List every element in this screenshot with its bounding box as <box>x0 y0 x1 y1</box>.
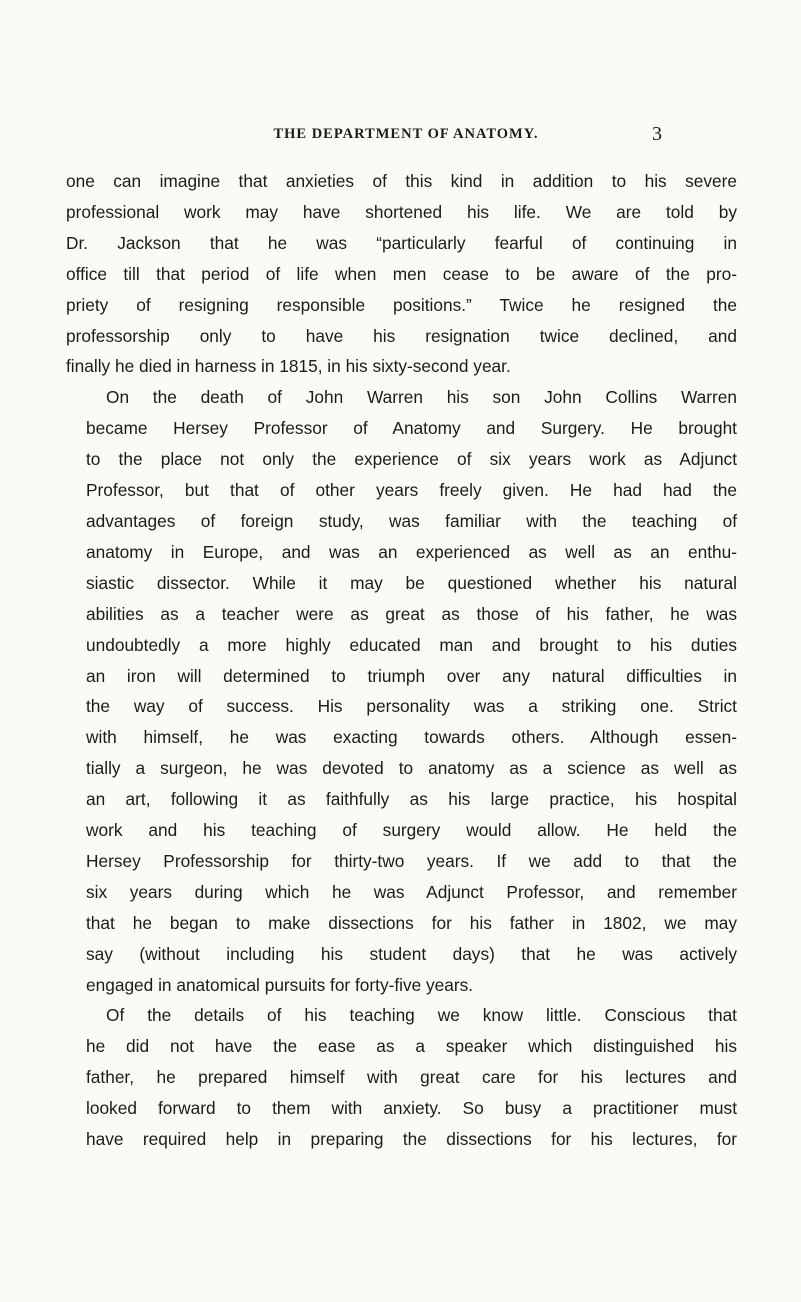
text-line: say (without including his student days) that he was actively <box>86 943 737 964</box>
text-line: with himself, he was exacting towards others. Although essen- <box>86 727 737 748</box>
text-line: work and his teaching of surgery would allow. He held the <box>86 820 737 841</box>
text-line: Dr. Jackson that he was “particularly fearful of continuing in <box>66 232 737 253</box>
text-line: an art, following it as faithfully as his large practice, his hospital <box>86 789 737 810</box>
text-line: professional work may have shortened his life. We are told by <box>66 201 737 222</box>
text-line: Of the details of his teaching we know little. Conscious that <box>106 1005 737 1026</box>
text-line: one can imagine that anxieties of this kind in addition to his severe <box>66 171 737 191</box>
text-line: father, he prepared himself with great care for his lectures and <box>86 1067 737 1088</box>
text-line: became Hersey Professor of Anatomy and Surgery. He brought <box>86 418 737 439</box>
body-text <box>66 166 737 1155</box>
text-line: undoubtedly a more highly educated man and brought to his duties <box>86 634 737 655</box>
text-line: looked forward to them with anxiety. So busy a practitioner must <box>86 1098 737 1119</box>
paragraph-1 <box>66 166 737 382</box>
text-line: anatomy in Europe, and was an experienced as well as an enthu- <box>86 541 737 562</box>
text-line: Hersey Professorship for thirty-two years. If we add to that the <box>86 850 737 871</box>
text-line: Professor, but that of other years freely given. He had had the <box>86 480 737 501</box>
text-line: siastic dissector. While it may be questioned whether his natural <box>86 572 737 593</box>
text-line: to the place not only the experience of six years work as Adjunct <box>86 449 737 470</box>
text-line: abilities as a teacher were as great as those of his father, he was <box>86 603 737 624</box>
text-line: priety of resigning responsible positions.” Twice he resigned the <box>66 294 737 315</box>
text-line: engaged in anatomical pursuits for forty-five years. <box>86 974 474 995</box>
text-line: tially a surgeon, he was devoted to anatomy as a science as well as <box>86 758 737 779</box>
text-line: that he began to make dissections for his father in 1802, we may <box>86 912 737 933</box>
paragraph-2 <box>66 382 737 1000</box>
page-number: 3 <box>652 123 662 145</box>
text-line: have required help in preparing the dissections for his lectures, for <box>86 1129 737 1150</box>
text-line: six years during which he was Adjunct Professor, and remember <box>86 881 737 902</box>
running-title: THE DEPARTMENT OF ANATOMY. <box>273 126 539 142</box>
text-line: office till that period of life when men cease to be aware of the pro- <box>66 263 737 284</box>
text-line: advantages of foreign study, was familiar with the teaching of <box>86 510 737 531</box>
running-head <box>176 123 662 146</box>
text-line: On the death of John Warren his son John Collins Warren <box>106 387 737 408</box>
text-line: he did not have the ease as a speaker which distinguished his <box>86 1036 737 1057</box>
text-line: finally he died in harness in 1815, in his sixty-second year. <box>66 356 511 377</box>
text-line: professorship only to have his resignation twice declined, and <box>66 325 737 346</box>
paragraph-3 <box>66 1000 737 1155</box>
text-line: the way of success. His personality was a striking one. Strict <box>86 696 737 717</box>
text-line: an iron will determined to triumph over any natural difficulties in <box>86 665 737 686</box>
